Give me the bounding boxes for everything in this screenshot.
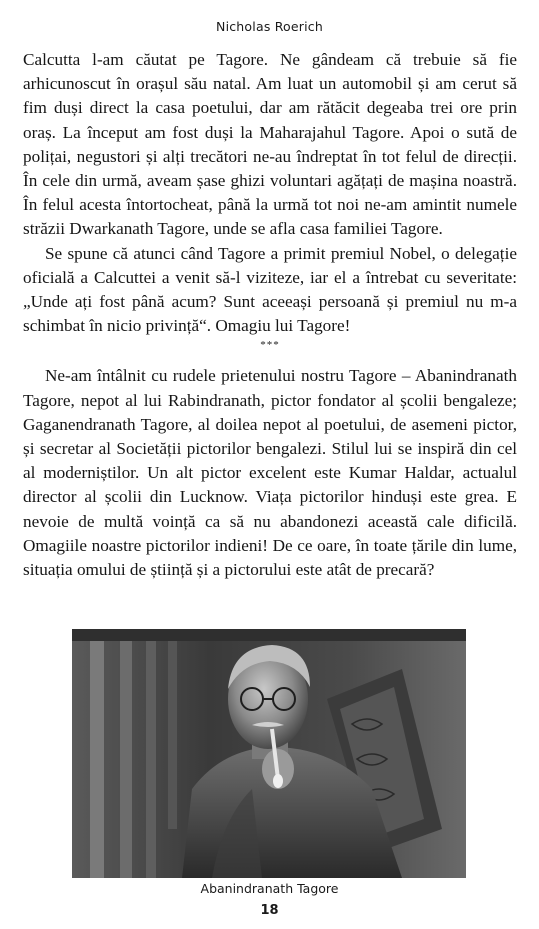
figure-caption: Abanindranath Tagore	[200, 881, 339, 896]
running-header: Nicholas Roerich	[216, 19, 323, 34]
section-separator: ***	[260, 339, 280, 352]
paragraph-3: Ne-am întâlnit cu rudele prietenului nostru Tagore – Abanindranath Tagore, nepot al lui Rabindranath, pictor fondator al școlii bengaleze; Gaganendranath Tagore, al doilea nepot al poetului, de asemeni pictor, și secretar al Societății pictorilor bengalezi. Stilul lui se inspiră din cel al moderniștilor. Un alt pictor excelent este Kumar Haldar, actualul director al școlii din Lucknow. Viața pictorilor hinduși este grea. E nevoie de multă voință ca să nu abandonezi această cale dificilă. Omagiile noastre pictorilor indieni! De ce oare, în toate țările din lume, situația omului de știință și a pictorului este atât de precară?	[23, 366, 517, 580]
body-text	[23, 48, 517, 582]
paragraph-2: Se spune că atunci când Tagore a primit premiul Nobel, o delegație oficială a Calcuttei a venit să-l viziteze, iar el a întrebat cu severitate: „Unde ați fost până acum? Sunt aceeași persoană și premiul nu m-a schimbat în nicio privință“. Omagiu lui Tagore!	[23, 243, 517, 336]
portrait-photo	[72, 629, 466, 878]
paragraph-1: Calcutta l-am căutat pe Tagore. Ne gândeam că trebuie să fie arhicunoscut în orașul său natal. Am luat un automobil și am cerut să fim duși direct la casa poetului, dar am rătăcit degeaba trei ore prin oraș. La început am fost duși la Maharajahul Tagore. Apoi o sută de polițai, negustori și alți trecători ne-au îndreptat în tot felul de direcții. În cele din urmă, aveam șase ghizi voluntari agățați de mașina noastră. În felul acesta întortocheat, până la urmă tot noi ne-am amintit numele străzii Dwarkanath Tagore, unde se afla casa familiei Tagore.	[23, 50, 517, 239]
page-number: 18	[260, 903, 279, 918]
